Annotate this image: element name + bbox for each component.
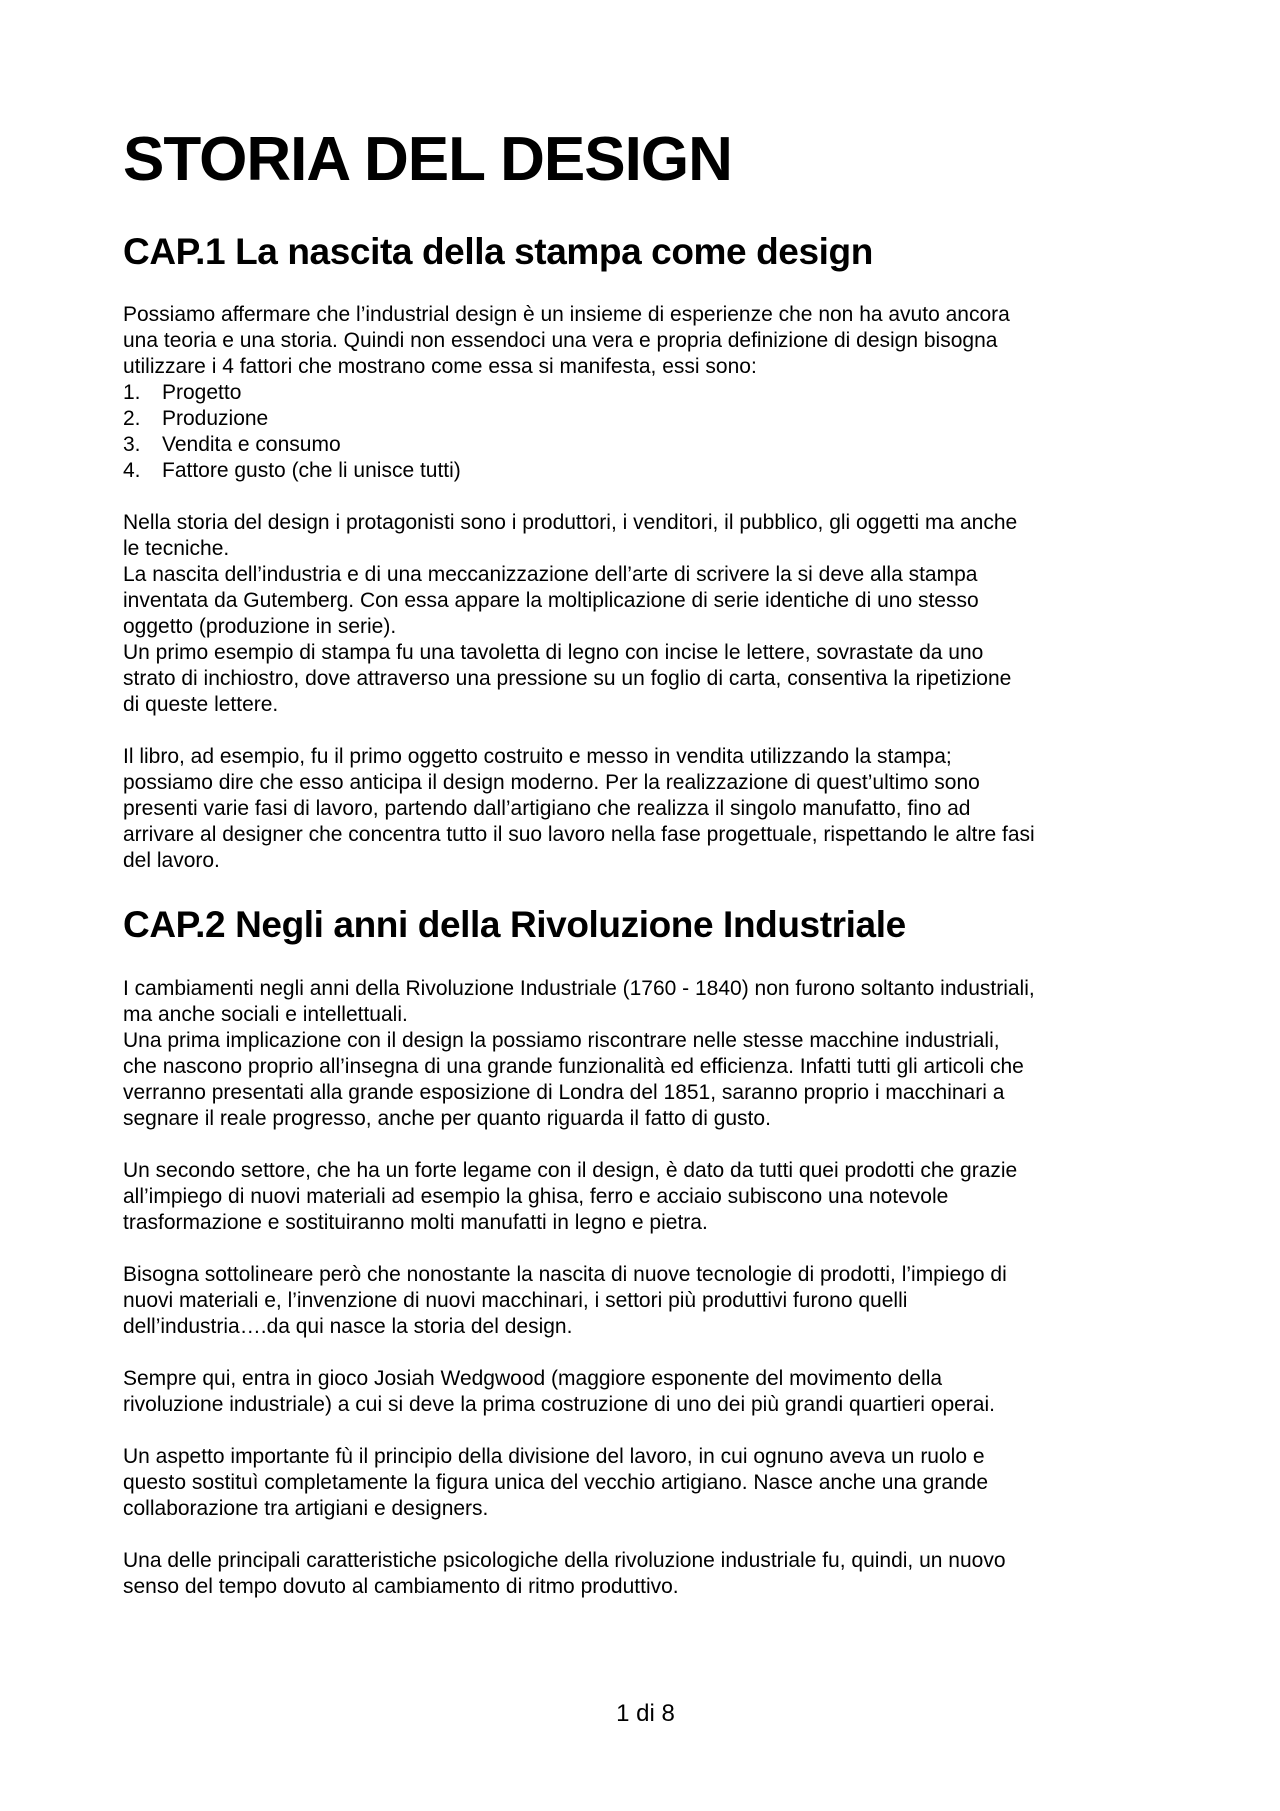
text-line: Un primo esempio di stampa fu una tavoletta di legno con incise le lettere, sovrastate da uno: [123, 641, 984, 664]
text-line: Bisogna sottolineare però che nonostante la nascita di nuove tecnologie di prodotti, l’impiego di: [123, 1263, 1007, 1286]
chapter-2-paragraph-1: [123, 976, 1168, 1132]
list-item: [123, 458, 1168, 484]
text-line: che nascono proprio all’insegna di una grande funzionalità ed efficienza. Infatti tutti gli articoli che: [123, 1055, 1024, 1078]
text-line: del lavoro.: [123, 849, 220, 872]
text-line: nuovi materiali e, l’invenzione di nuovi macchinari, i settori più produttivi furono quelli: [123, 1289, 908, 1312]
text-line: utilizzare i 4 fattori che mostrano come essa si manifesta, essi sono:: [123, 355, 757, 378]
chapter-1-intro: [123, 302, 1168, 380]
text-line: Un aspetto importante fù il principio della divisione del lavoro, in cui ognuno aveva un ruolo e: [123, 1445, 985, 1468]
text-line: una teoria e una storia. Quindi non essendoci una vera e propria definizione di design bisogna: [123, 329, 998, 352]
chapter-1-paragraph-3: [123, 744, 1168, 874]
text-line: segnare il reale progresso, anche per quanto riguarda il fatto di gusto.: [123, 1107, 771, 1130]
text-line: Una prima implicazione con il design la possiamo riscontrare nelle stesse macchine industriali,: [123, 1029, 1000, 1052]
list-item-number: 1.: [123, 381, 141, 404]
list-item-number: 2.: [123, 407, 141, 430]
page-number: 1 di 8: [616, 1700, 675, 1727]
chapter-1-title: CAP.1 La nascita della stampa come design: [123, 231, 873, 272]
text-line: I cambiamenti negli anni della Rivoluzione Industriale (1760 - 1840) non furono soltanto industriali,: [123, 977, 1035, 1000]
text-line: verranno presentati alla grande esposizione di Londra del 1851, saranno proprio i macchinari a: [123, 1081, 1005, 1104]
text-line: collaborazione tra artigiani e designers.: [123, 1497, 489, 1520]
chapter-2-paragraph-3: [123, 1262, 1168, 1340]
text-line: inventata da Gutemberg. Con essa appare la moltiplicazione di serie identiche di uno stesso: [123, 589, 979, 612]
text-line: Un secondo settore, che ha un forte legame con il design, è dato da tutti quei prodotti che grazie: [123, 1159, 1018, 1182]
text-line: ma anche sociali e intellettuali.: [123, 1003, 408, 1026]
text-line: Sempre qui, entra in gioco Josiah Wedgwood (maggiore esponente del movimento della: [123, 1367, 943, 1390]
list-item: [123, 432, 1168, 458]
text-line: di queste lettere.: [123, 693, 279, 716]
text-line: La nascita dell’industria e di una meccanizzazione dell’arte di scrivere la si deve alla stampa: [123, 563, 978, 586]
chapter-2-paragraph-6: [123, 1548, 1168, 1600]
text-line: arrivare al designer che concentra tutto il suo lavoro nella fase progettuale, rispettando le altre fasi: [123, 823, 1035, 846]
list-item-text: Produzione: [162, 407, 269, 430]
paragraph-gap: [123, 1236, 1168, 1262]
text-line: dell’industria….da qui nasce la storia del design.: [123, 1315, 573, 1338]
paragraph-gap: [123, 718, 1168, 744]
list-item: [123, 406, 1168, 432]
text-line: oggetto (produzione in serie).: [123, 615, 397, 638]
text-line: questo sostituì completamente la figura unica del vecchio artigiano. Nasce anche una grande: [123, 1471, 989, 1494]
text-line: senso del tempo dovuto al cambiamento di ritmo produttivo.: [123, 1575, 679, 1598]
chapter-2-paragraph-4: [123, 1366, 1168, 1418]
paragraph-gap: [123, 1418, 1168, 1444]
text-line: rivoluzione industriale) a cui si deve la prima costruzione di uno dei più grandi quartieri operai.: [123, 1393, 995, 1416]
text-line: all’impiego di nuovi materiali ad esempio la ghisa, ferro e acciaio subiscono una notevole: [123, 1185, 949, 1208]
list-item-number: 3.: [123, 433, 141, 456]
chapter-1-body: [123, 302, 1168, 874]
paragraph-gap: [123, 484, 1168, 510]
text-line: Il libro, ad esempio, fu il primo oggetto costruito e messo in vendita utilizzando la stampa;: [123, 745, 952, 768]
list-item: [123, 380, 1168, 406]
text-line: trasformazione e sostituiranno molti manufatti in legno e pietra.: [123, 1211, 708, 1234]
list-item-text: Vendita e consumo: [162, 433, 341, 456]
text-line: presenti varie fasi di lavoro, partendo dall’artigiano che realizza il singolo manufatto, fino ad: [123, 797, 971, 820]
text-line: possiamo dire che esso anticipa il design moderno. Per la realizzazione di quest’ultimo sono: [123, 771, 980, 794]
list-item-text: Fattore gusto (che li unisce tutti): [162, 459, 461, 482]
chapter-1-paragraph-2: [123, 510, 1168, 718]
chapter-2-body: [123, 976, 1168, 1600]
text-line: le tecniche.: [123, 537, 230, 560]
factors-list: [123, 380, 1168, 484]
paragraph-gap: [123, 1522, 1168, 1548]
chapter-2-title: CAP.2 Negli anni della Rivoluzione Industriale: [123, 904, 906, 945]
list-item-text: Progetto: [162, 381, 242, 404]
chapter-2-paragraph-5: [123, 1444, 1168, 1522]
chapter-2-paragraph-2: [123, 1158, 1168, 1236]
list-item-number: 4.: [123, 459, 141, 482]
paragraph-gap: [123, 1132, 1168, 1158]
text-line: Possiamo affermare che l’industrial design è un insieme di esperienze che non ha avuto ancora: [123, 303, 1010, 326]
paragraph-gap: [123, 1340, 1168, 1366]
document-title: STORIA DEL DESIGN: [123, 125, 732, 194]
text-line: Nella storia del design i protagonisti sono i produttori, i venditori, il pubblico, gli oggetti ma anche: [123, 511, 1018, 534]
text-line: strato di inchiostro, dove attraverso una pressione su un foglio di carta, consentiva la ripetizione: [123, 667, 1012, 690]
text-line: Una delle principali caratteristiche psicologiche della rivoluzione industriale fu, quindi, un nuovo: [123, 1549, 1006, 1572]
